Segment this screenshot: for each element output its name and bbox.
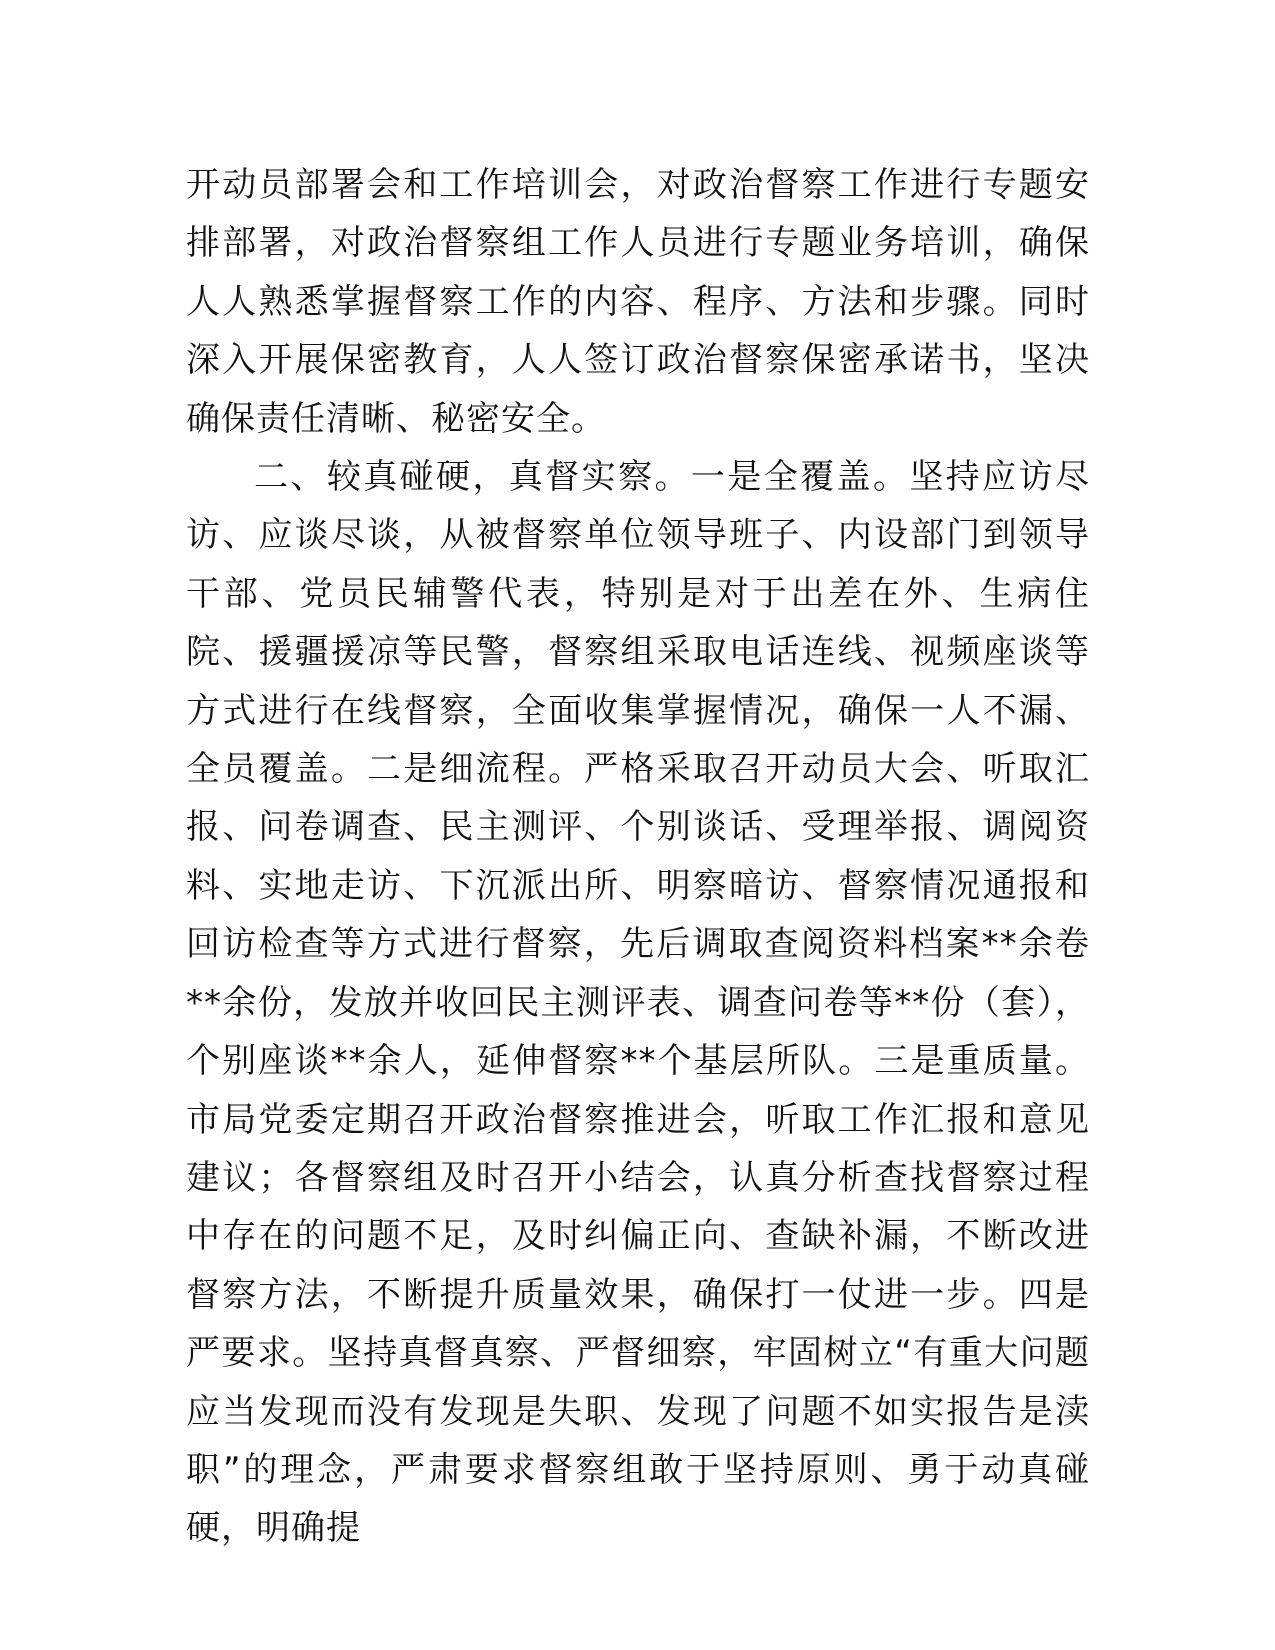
document-body <box>186 156 1090 1558</box>
paragraph-2: 二、较真碰硬，真督实察。一是全覆盖。坚持应访尽访、应谈尽谈，从被督察单位领导班子、内设部门到领导干部、党员民辅警代表，特别是对于出差在外、生病住院、援疆援凉等民警，督察组采取电话连线、视频座谈等方式进行在线督察，全面收集掌握情况，确保一人不漏、全员覆盖。二是细流程。严格采取召开动员大会、听取汇报、问卷调查、民主测评、个别谈话、受理举报、调阅资料、实地走访、下沉派出所、明察暗访、督察情况通报和回访检查等方式进行督察，先后调取查阅资料档案**余卷**余份，发放并收回民主测评表、调查问卷等**份（套），个别座谈**余人，延伸督察**个基层所队。三是重质量。市局党委定期召开政治督察推进会，听取工作汇报和意见建议；各督察组及时召开小结会，认真分析查找督察过程中存在的问题不足，及时纠偏正向、查缺补漏，不断改进督察方法，不断提升质量效果，确保打一仗进一步。四是严要求。坚持真督真察、严督细察，牢固树立“有重大问题应当发现而没有发现是失职、发现了问题不如实报告是渎职”的理念，严肃要求督察组敢于坚持原则、勇于动真碰硬，明确提 <box>186 457 1090 1549</box>
paragraph-1: 开动员部署会和工作培训会，对政治督察工作进行专题安排部署，对政治督察组工作人员进行专题业务培训，确保人人熟悉掌握督察工作的内容、程序、方法和步骤。同时深入开展保密教育，人人签订政治督察保密承诺书，坚决确保责任清晰、秘密安全。 <box>186 165 1090 439</box>
